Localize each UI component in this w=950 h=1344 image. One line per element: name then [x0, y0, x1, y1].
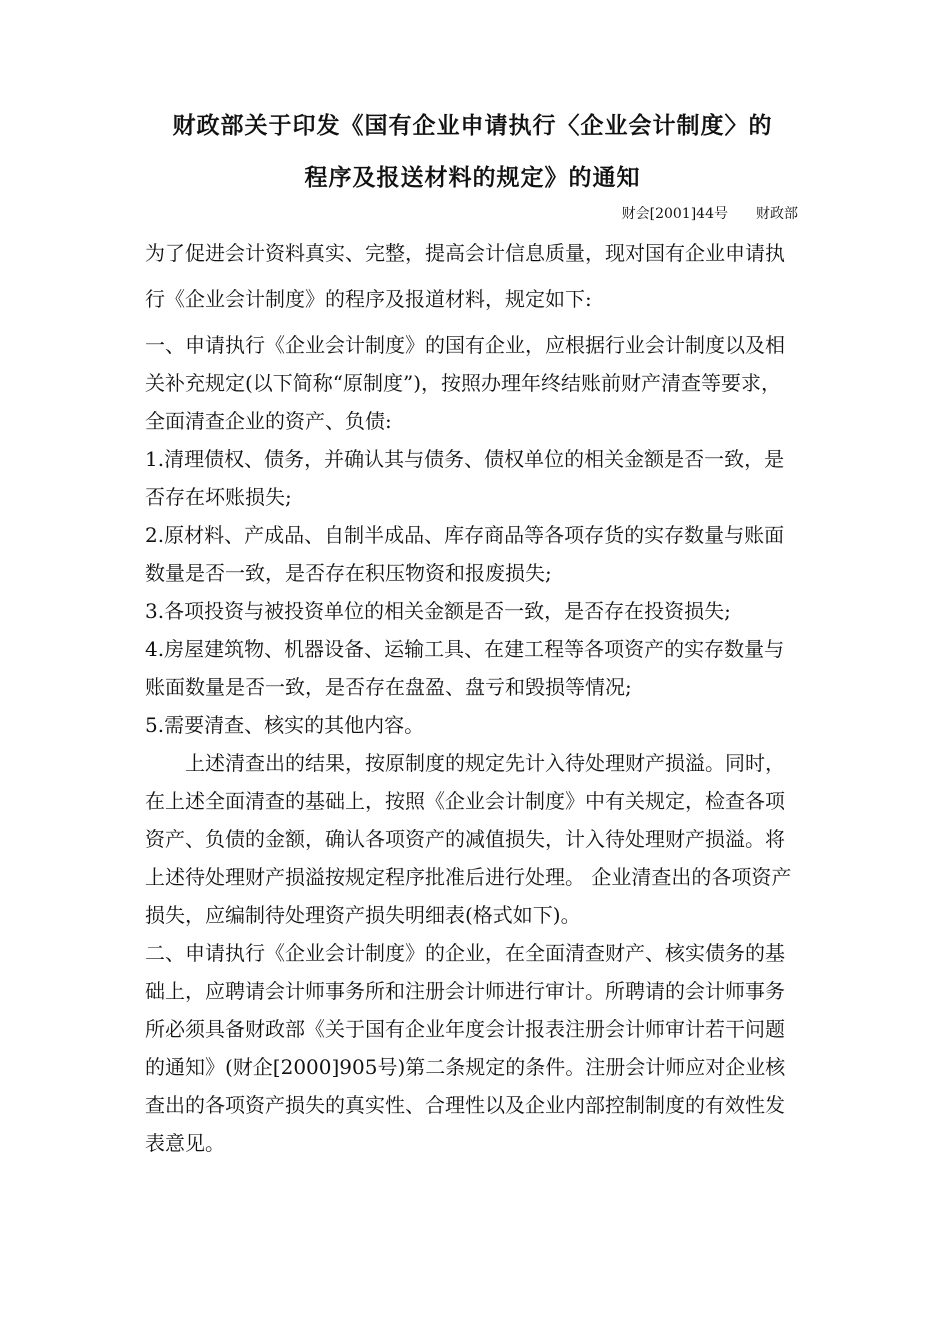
document-title	[145, 100, 800, 204]
issuer: 财政部	[756, 206, 798, 222]
document-page	[145, 100, 800, 1162]
section-2-paragraph: 二、申请执行《企业会计制度》的企业，在全面清查财产、核实债务的基础上，应聘请会计师事务所和注册会计师进行审计。所聘请的会计师事务所必须具备财政部《关于国有企业年度会计报表注册会计师审计若干问题的通知》(财企[2000]905号)第二条规定的条件。注册会计师应对企业核查出的各项资产损失的真实性、合理性以及企业内部控制制度的有效性发表意见。	[145, 941, 786, 1155]
doc-number: 财会[2001]44号	[621, 206, 728, 222]
list-item-1: 1.清理债权、债务，并确认其与债务、债权单位的相关金额是否一致，是否存在坏账损失;	[145, 447, 785, 509]
result-paragraph: 上述清查出的结果，按原制度的规定先计入待处理财产损溢。同时，在上述全面清查的基础上，按照《企业会计制度》中有关规定，检查各项资产、负债的金额，确认各项资产的减值损失，计入待处理财产损溢。将上述待处理财产损溢按规定程序批准后进行处理。 企业清查出的各项资产损失，应编制待处理资产损失明细表(格式如下)。	[145, 751, 792, 927]
document-reference	[145, 202, 798, 226]
list-item-2: 2.原材料、产成品、自制半成品、库存商品等各项存货的实存数量与账面数量是否一致，是否存在积压物资和报废损失;	[145, 523, 785, 585]
list-item-3: 3.各项投资与被投资单位的相关金额是否一致，是否存在投资损失;	[145, 599, 731, 623]
title-line-1: 财政部关于印发《国有企业申请执行〈企业会计制度〉的	[172, 112, 773, 139]
section-1-heading: 一、申请执行《企业会计制度》的国有企业，应根据行业会计制度以及相关补充规定(以下简称“原制度”)，按照办理年终结账前财产清查等要求，全面清查企业的资产、负债:	[145, 333, 785, 433]
intro-paragraph: 为了促进会计资料真实、完整，提高会计信息质量，现对国有企业申请执行《企业会计制度》的程序及报道材料，规定如下:	[145, 241, 785, 311]
list-item-5: 5.需要清查、核实的其他内容。	[145, 713, 425, 737]
list-item-4: 4.房屋建筑物、机器设备、运输工具、在建工程等各项资产的实存数量与账面数量是否一致，是否存在盘盈、盘亏和毁损等情况;	[145, 637, 785, 699]
document-body	[145, 326, 800, 1162]
title-line-2: 程序及报送材料的规定》的通知	[304, 164, 641, 191]
